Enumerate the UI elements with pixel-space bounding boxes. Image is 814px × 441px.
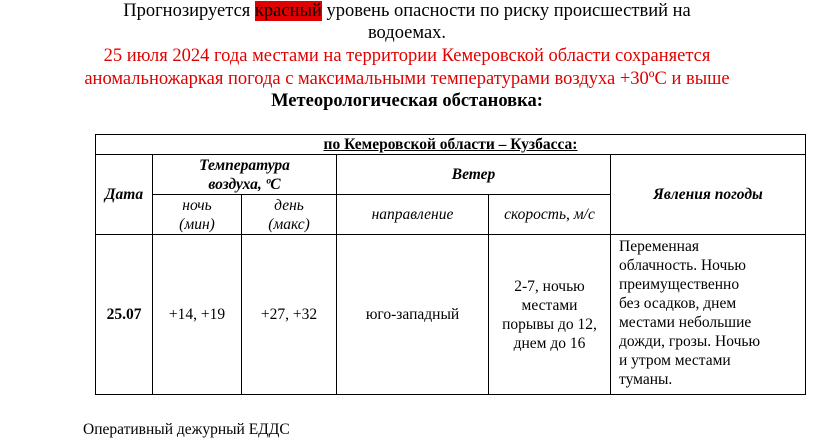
duty-officer-label: Оперативный дежурный ЕДДС	[83, 421, 290, 438]
column-header-row	[96, 155, 806, 195]
phenomena-line: Переменная	[619, 238, 699, 255]
cell-wind-direction: юго-западный	[337, 235, 489, 395]
header-temperature	[153, 155, 337, 195]
subheader-night-line-1: ночь	[182, 196, 212, 214]
cell-night-temp: +14, +19	[153, 235, 242, 395]
wind-speed-line: днем до 16	[513, 334, 586, 352]
wind-speed-line: местами	[521, 296, 578, 314]
subheader-night-line-2: (мин)	[179, 215, 215, 233]
cell-date: 25.07	[96, 235, 153, 395]
heat-warning-line-2: аномальножаркая погода с максимальными температурами воздуха +30ºС и выше	[84, 69, 730, 89]
phenomena-line: облачность. Ночью	[619, 257, 746, 274]
header-phenomena: Явления погоды	[611, 155, 806, 235]
subheader-direction: направление	[337, 195, 489, 235]
subheader-speed: скорость, м/с	[489, 195, 611, 235]
subheader-night	[153, 195, 242, 235]
phenomena-line: местами небольшие	[619, 314, 752, 331]
phenomena-line: туманы.	[619, 371, 673, 388]
header-date: Дата	[96, 155, 153, 235]
wind-speed-line: порывы до 12,	[502, 315, 597, 333]
section-title: Метеорологическая обстановка:	[271, 91, 543, 111]
cell-phenomena	[611, 235, 806, 395]
weather-table	[95, 134, 806, 395]
header-temperature-line-2: воздуха, ºС	[208, 175, 281, 193]
forecast-level-prefix: Прогнозируется	[123, 1, 255, 21]
phenomena-line: и утром местами	[619, 352, 731, 369]
heat-warning-line-1: 25 июля 2024 года местами на территории Кемеровской области сохраняется	[103, 46, 711, 66]
header-temperature-line-1: Температура	[199, 156, 290, 174]
cell-day-temp: +27, +32	[242, 235, 337, 395]
region-header: по Кемеровской области – Кузбасса:	[96, 135, 806, 155]
region-header-row	[96, 135, 806, 155]
forecast-level-suffix: уровень опасности по риску происшествий на	[321, 1, 691, 21]
subheader-day	[242, 195, 337, 235]
header-wind: Ветер	[337, 155, 611, 195]
subheader-day-line-2: (макс)	[268, 215, 310, 233]
phenomena-line: преимущественно	[619, 276, 740, 293]
phenomena-line: дожди, грозы. Ночью	[619, 333, 761, 350]
cell-wind-speed	[489, 235, 611, 395]
table-row	[96, 235, 806, 395]
forecast-level-line	[0, 0, 814, 22]
subheader-day-line-1: день	[274, 196, 304, 214]
danger-level-highlight: красный	[254, 1, 322, 21]
phenomena-line: без осадков, днем	[619, 295, 737, 312]
forecast-level-line-2: водоемах.	[367, 23, 447, 43]
wind-speed-line: 2-7, ночью	[514, 277, 585, 295]
